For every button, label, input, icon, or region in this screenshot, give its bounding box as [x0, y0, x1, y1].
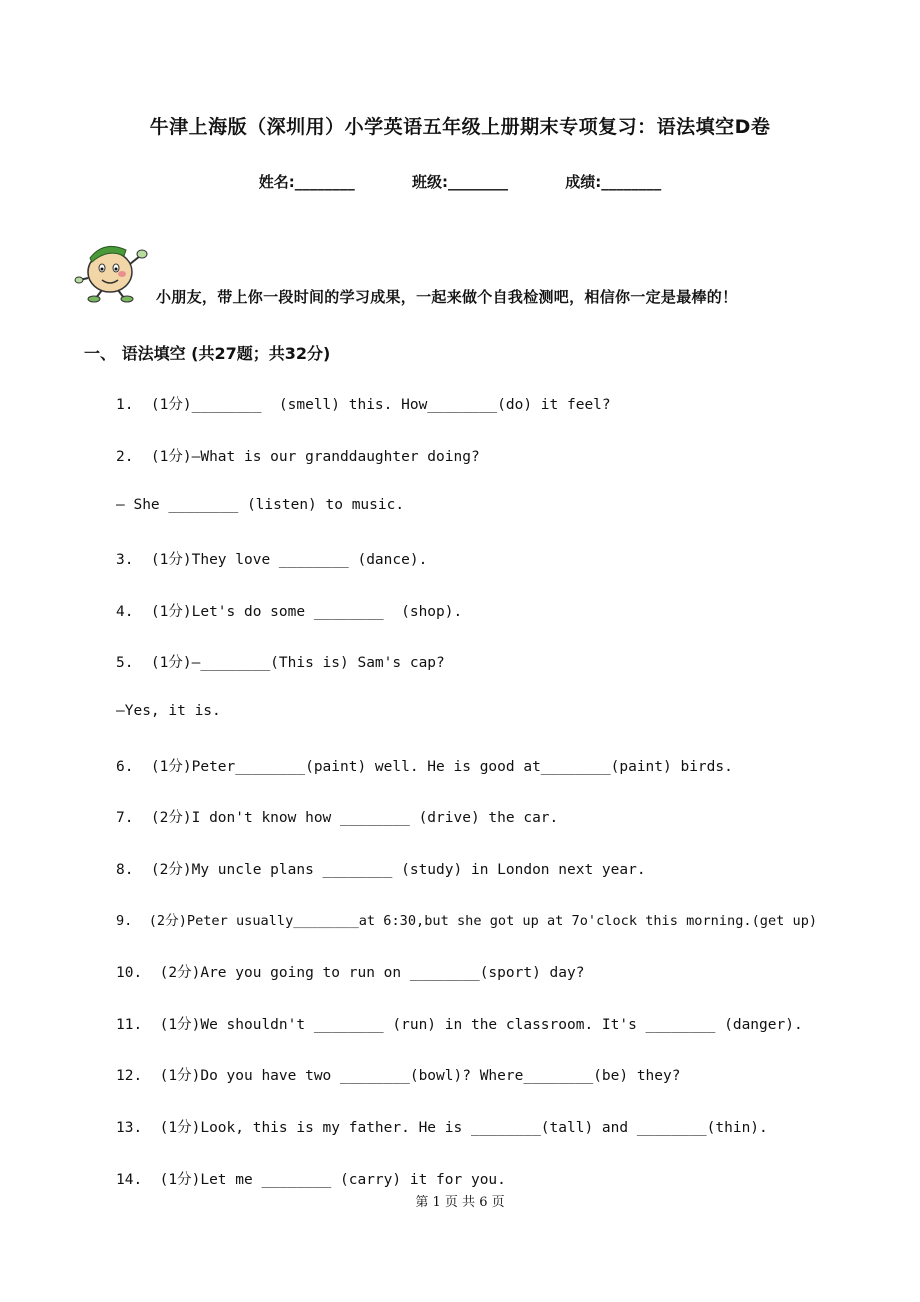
- question-line: 12. (1分)Do you have two ________(bowl)? Where________(be) they?: [116, 1068, 681, 1084]
- question-line: 6. (1分)Peter________(paint) well. He is good at________(paint) birds.: [116, 759, 733, 775]
- section-heading: 一、 语法填空 (共27题；共32分): [84, 344, 331, 363]
- page-footer: 第 1 页 共 6 页: [415, 1195, 505, 1210]
- page-title: 牛津上海版（深圳用）小学英语五年级上册期末专项复习：语法填空D卷: [149, 116, 771, 138]
- question-line: 14. (1分)Let me ________ (carry) it for you.: [116, 1172, 506, 1188]
- question-line: 3. (1分)They love ________ (dance).: [116, 552, 428, 568]
- question-line: 9. (2分)Peter usually________at 6:30,but she got up at 7o'clock this morning.(get up): [116, 913, 818, 929]
- question-line: 10. (2分)Are you going to run on ________(sport) day?: [116, 965, 585, 981]
- question-line: 1. (1分)________ (smell) this. How________(do) it feel?: [116, 397, 611, 413]
- question-line: 11. (1分)We shouldn't ________ (run) in the classroom. It's ________ (danger).: [116, 1017, 803, 1033]
- question-line: 5. (1分)—________(This is) Sam's cap?: [116, 655, 445, 671]
- question-line: 8. (2分)My uncle plans ________ (study) in London next year.: [116, 862, 646, 878]
- question-line: 13. (1分)Look, this is my father. He is ________(tall) and ________(thin).: [116, 1120, 768, 1136]
- question-line: 2. (1分)—What is our granddaughter doing?: [116, 449, 480, 465]
- student-info: [0, 171, 920, 192]
- encourage-text: 小朋友，带上你一段时间的学习成果，一起来做个自我检测吧，相信你一定是最棒的！: [156, 288, 738, 306]
- mascot-icon: [74, 238, 156, 304]
- question-line: 7. (2分)I don't know how ________ (drive) the car.: [116, 810, 559, 826]
- score-field: 成绩:________: [565, 173, 662, 191]
- name-field: 姓名:________: [258, 173, 355, 191]
- class-field: 班级:________: [412, 173, 508, 191]
- question-line: — She ________ (listen) to music.: [116, 497, 405, 513]
- question-line: 4. (1分)Let's do some ________ (shop).: [116, 604, 463, 620]
- question-line: —Yes, it is.: [116, 703, 221, 719]
